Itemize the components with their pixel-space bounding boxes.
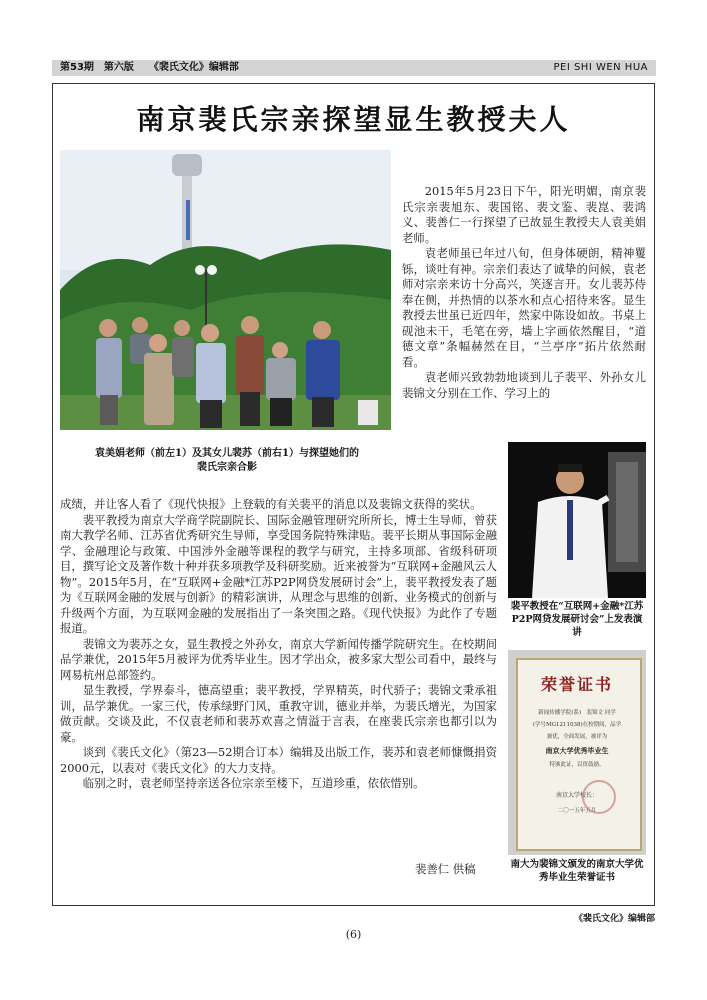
issue-info: 第53期 第六版 《裴氏文化》编辑部	[60, 62, 239, 73]
header-bar	[52, 60, 656, 76]
photo-caption: 袁美娟老师（前左1）及其女儿裴苏（前右1）与探望她们的裴氏宗亲合影	[95, 448, 359, 473]
certificate-line: 南京大学优秀毕业生	[545, 746, 609, 755]
group-photo	[60, 150, 391, 430]
paragraph: 2015年5月23日下午，阳光明媚，南京裴氏宗亲裴旭东、裴国铭、裴文鉴、裴崑、裴鸿义、裴善仁一行探望了已故显生教授夫人袁美娟老师。	[402, 184, 646, 245]
certificate-line: 特颁此证，以资鼓励。	[549, 762, 605, 768]
paragraph: 裴锦文为裴苏之女，显生教授之外孙女，南京大学新闻传播学院研究生。在校期间品学兼优，2015年5月被评为优秀毕业生。因才学出众，被多家大型公司看中，最终与网易杭州总部签约。	[60, 636, 497, 682]
certificate-line: (学号MG1211038)在校期间，品学	[532, 722, 622, 728]
article-title: 南京裴氏宗亲探望显生教授夫人	[136, 103, 571, 136]
paragraph: 裴平教授为南京大学商学院副院长、国际金融管理研究所所长，博士生导师，曾获南大教学名师、江苏省优秀研究生导师，享受国务院特殊津贴。裴平长期从事国际金融学、金融理论与政策、中国涉外金融等课程的教学与研究，主持多项部、省级科研项目，撰写论文及著作数十种并获多项教学及科研奖励。近来被誉为“互联网+金融风云人物”。2015年5月，在“互联网+金融*江苏P2P网贷发展研讨会”上，裴平教授发表了题为《互联网金融的发展与创新》的精彩演讲，从理念与思维的创新、业务模式的创新与升级两个方面，为互联网金融的发展指出了一条突围之路。《现代快报》为此作了专题报道。	[60, 512, 497, 635]
certificate-line: 兼优，全面发展，被评为	[546, 734, 608, 740]
top-article-text	[402, 184, 646, 401]
paragraph: 谈到《裴氏文化》（第23—52期合订本）编辑及出版工作，裴苏和袁老师慷慨捐资2000元，以表对《裴氏文化》的大力支持。	[60, 745, 497, 775]
speaker-photo	[508, 442, 646, 598]
footer-brand: 《裴氏文化》编辑部	[573, 914, 655, 924]
paragraph: 袁老师虽已年过八旬，但身体硬朗，精神矍铄，谈吐有神。宗亲们表达了诚挚的问候，袁老师对宗亲来访十分高兴，笑逐言开。女儿裴苏侍奉在侧，并热情的以茶水和点心招待来客。显生教授去世虽已近四年，然家中陈设如故。书桌上砚池未干，毛笔在旁，墙上字画依然醒目，“道德文章”条幅赫然在目，“兰亭序”拓片依然耐看。	[402, 246, 646, 369]
certificate-photo	[508, 650, 646, 855]
publication-name: PEI SHI WEN HUA	[553, 62, 648, 73]
seal	[582, 780, 616, 814]
speaker-caption: 裴平教授在“互联网+金融*江苏P2P网贷发展研讨会”上发表演讲	[510, 601, 644, 638]
paragraph: 袁老师兴致勃勃地谈到儿子裴平、外孙女儿裴锦文分别在工作、学习上的	[402, 370, 646, 400]
page-number: (6)	[345, 928, 362, 941]
certificate-line: 南京大学校长：	[555, 792, 598, 799]
paragraph: 临别之时，袁老师坚持亲送各位宗亲至楼下，互道珍重，依依惜别。	[82, 776, 425, 790]
main-article-text	[60, 497, 497, 792]
signature: 裴善仁 供稿	[415, 862, 476, 876]
certificate-line: 新闻传播学院(系) 裴锦文 同学	[538, 710, 616, 716]
paragraph: 显生教授，学界泰斗，德高望重；裴平教授，学界精英，时代骄子；裴锦文秉承祖训，品学兼优。一家三代，传承绿野门风，重教守训，德业并举，为裴氏增光，为国家做贡献。交谈及此，不仅袁老师和裴苏欢喜之情溢于言表，在座裴氏宗亲也都引以为豪。	[60, 683, 497, 744]
certificate-heading: 荣誉证书	[540, 675, 613, 694]
certificate-caption: 南大为裴锦文颁发的南京大学优秀毕业生荣誉证书	[510, 859, 644, 883]
paragraph: 成绩，并让客人看了《现代快报》上登载的有关裴平的消息以及裴锦文获得的奖状。	[60, 497, 482, 511]
certificate-line: 二〇一五年五月	[557, 808, 597, 814]
